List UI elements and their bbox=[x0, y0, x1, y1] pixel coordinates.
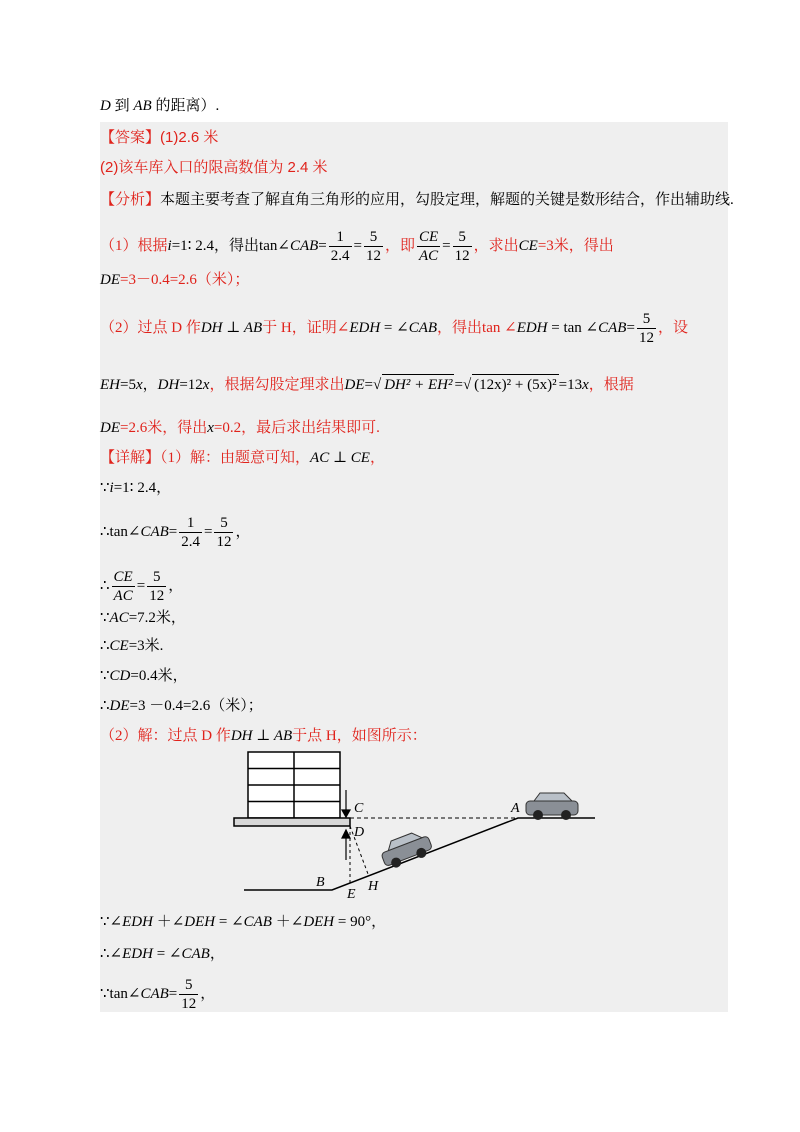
denominator: 12 bbox=[216, 534, 232, 550]
text: DEH bbox=[184, 914, 216, 930]
text: ，即 bbox=[384, 237, 415, 254]
text: CAB bbox=[408, 319, 438, 336]
text: CAB bbox=[243, 914, 272, 930]
fraction bbox=[112, 568, 135, 605]
detail-10 bbox=[100, 912, 386, 932]
text: （1）解：由题意可知， bbox=[160, 450, 311, 466]
fraction bbox=[329, 228, 352, 265]
text: =1∶ 2.4，得出tan∠ bbox=[171, 237, 290, 254]
text: =3米，得出 bbox=[537, 237, 614, 254]
text: x bbox=[202, 377, 210, 393]
text: = ∠ bbox=[152, 946, 182, 962]
text: EH bbox=[100, 377, 120, 393]
text: AB bbox=[133, 98, 152, 114]
numerator: CE bbox=[113, 569, 133, 585]
text: ， bbox=[200, 985, 216, 1002]
text: （2）过点 D 作 bbox=[100, 319, 201, 336]
label-c: C bbox=[354, 801, 364, 816]
text: = tan ∠ bbox=[547, 319, 599, 336]
text: DEH bbox=[303, 914, 335, 930]
text: EDH bbox=[122, 946, 153, 962]
text: （2）解：过点 D 作 bbox=[100, 728, 231, 744]
text: ∵ bbox=[100, 610, 110, 626]
text: i bbox=[167, 237, 172, 254]
text: 到 bbox=[110, 98, 134, 114]
text: CE bbox=[518, 237, 538, 254]
denominator: 2.4 bbox=[181, 534, 200, 550]
text: CE bbox=[109, 638, 129, 654]
car-top-icon bbox=[526, 793, 578, 820]
denominator: 12 bbox=[149, 588, 165, 604]
radicand: DH² + EH² bbox=[382, 374, 454, 395]
text: EDH bbox=[122, 914, 153, 930]
text: ，根据 bbox=[588, 377, 634, 393]
analysis-step-2 bbox=[100, 310, 688, 347]
text: ＋∠ bbox=[271, 914, 304, 930]
text: EDH bbox=[516, 319, 548, 336]
denominator: AC bbox=[113, 588, 133, 604]
text: ∵tan∠ bbox=[100, 985, 141, 1002]
text: = bbox=[318, 237, 327, 254]
text: 于点 H，如图所示： bbox=[292, 728, 427, 744]
label-d: D bbox=[354, 825, 365, 840]
text: ，根据勾股定理求出 bbox=[209, 377, 345, 393]
text: =3米. bbox=[128, 638, 164, 654]
text: EDH bbox=[349, 319, 381, 336]
fraction bbox=[179, 976, 198, 1013]
detail-3: ∴tan∠CAB= $\frac{1}{2.4}$ = $\frac{5}{12}$ ， bbox=[100, 515, 251, 550]
text: DE bbox=[100, 420, 120, 436]
analysis-text: 本题主要考查了解直角三角形的应用，勾股定理，解题的关键是数形结合，作出辅助线. bbox=[160, 192, 734, 208]
text: DH bbox=[157, 377, 180, 393]
text: DH ⊥ AB bbox=[230, 728, 293, 744]
text: DE bbox=[100, 272, 120, 288]
analysis-tag: 【分析】 bbox=[100, 192, 161, 208]
answer-tag: 【答案】 bbox=[100, 129, 161, 146]
denominator: 12 bbox=[638, 330, 654, 346]
text: ∴ bbox=[100, 577, 110, 594]
denominator: 12 bbox=[365, 248, 381, 264]
analysis-step-1: （1）根据i=1∶ 2.4，得出tan∠CAB= $\frac{1}{2.4}$ = $\frac{5}{12}$ ，即 $\frac{CE}{AC}$ = $\frac{5}{12}$ ，求出CE=3米，得出 bbox=[100, 229, 614, 264]
text: CAB bbox=[140, 985, 169, 1002]
numerator: 5 bbox=[147, 568, 166, 587]
analysis-step-4 bbox=[100, 418, 380, 438]
text: x bbox=[207, 420, 214, 436]
text: ∴∠ bbox=[100, 946, 123, 962]
text: ∴ bbox=[100, 698, 110, 714]
answer-1: (1)2.6 米 bbox=[160, 129, 219, 146]
fraction bbox=[364, 228, 383, 265]
text: = bbox=[626, 319, 635, 336]
building bbox=[248, 752, 340, 818]
numerator: 5 bbox=[364, 228, 383, 247]
text: AC ⊥ CE bbox=[310, 450, 370, 466]
detail-12 bbox=[100, 976, 215, 1013]
text: CAB bbox=[181, 946, 210, 962]
detail-7 bbox=[100, 666, 188, 686]
text: ， bbox=[235, 523, 251, 540]
text: ＋∠ bbox=[152, 914, 185, 930]
problem-tail-line bbox=[100, 96, 219, 116]
text: CD bbox=[109, 668, 131, 684]
text: =1∶ 2.4， bbox=[113, 480, 172, 496]
text: x bbox=[582, 377, 589, 393]
text: （1）根据 bbox=[100, 237, 168, 254]
detail-9 bbox=[100, 726, 427, 746]
fraction bbox=[214, 514, 233, 551]
denominator: AC bbox=[419, 248, 439, 264]
numerator: 1 bbox=[179, 514, 202, 533]
text: =3 －0.4=2.6（米）； bbox=[129, 698, 263, 714]
text: ， bbox=[209, 946, 225, 962]
text: =12 bbox=[179, 377, 203, 393]
fraction bbox=[147, 568, 166, 605]
text: =5 bbox=[120, 377, 136, 393]
text: ， bbox=[369, 450, 385, 466]
text: ，设 bbox=[657, 319, 688, 336]
denominator: 2.4 bbox=[330, 248, 350, 264]
analysis-intro bbox=[100, 190, 734, 210]
fraction bbox=[453, 228, 472, 265]
text: = bbox=[136, 577, 146, 594]
text: i bbox=[109, 480, 114, 496]
denominator: 12 bbox=[181, 996, 197, 1012]
text: ∵∠ bbox=[100, 914, 123, 930]
numerator: 5 bbox=[637, 310, 656, 329]
text: x bbox=[135, 377, 143, 393]
text: ，得出tan ∠ bbox=[437, 319, 517, 336]
text: =0.4米， bbox=[130, 668, 188, 684]
text: ，求出 bbox=[473, 237, 519, 254]
numerator: 1 bbox=[329, 228, 352, 247]
label-b: B bbox=[316, 875, 325, 890]
text: DE bbox=[344, 377, 365, 393]
text: AC bbox=[109, 610, 129, 626]
numerator: 5 bbox=[453, 228, 472, 247]
text: = bbox=[168, 523, 178, 540]
detail-2 bbox=[100, 478, 171, 498]
text: DH ⊥ AB bbox=[200, 319, 263, 336]
text: =0.2，最后求出结果即可. bbox=[213, 420, 380, 436]
car-ramp-icon bbox=[378, 828, 434, 871]
detail-1 bbox=[100, 448, 385, 468]
text: =13 bbox=[558, 377, 583, 393]
text: = ∠ bbox=[380, 319, 409, 336]
answer-2: (2)该车库入口的限高数值为 2.4 米 bbox=[100, 159, 328, 176]
fraction bbox=[637, 310, 656, 347]
text: 于 H，证明∠ bbox=[262, 319, 350, 336]
garage-diagram bbox=[230, 750, 610, 900]
numerator: CE bbox=[419, 229, 439, 245]
fraction bbox=[179, 514, 202, 551]
answer-line-1 bbox=[100, 128, 218, 148]
text: =3－0.4=2.6（米）； bbox=[120, 272, 250, 288]
text: =2.6米，得出 bbox=[120, 420, 208, 436]
text: ∵ bbox=[100, 668, 110, 684]
detail-8 bbox=[100, 696, 263, 716]
text: = bbox=[168, 985, 178, 1002]
text: CAB bbox=[289, 237, 319, 254]
canopy-slab bbox=[234, 818, 350, 826]
numerator: 5 bbox=[179, 976, 198, 995]
text: ∴ bbox=[100, 638, 110, 654]
text: CAB bbox=[140, 523, 169, 540]
text: =7.2米， bbox=[128, 610, 186, 626]
analysis-step-3: EH=5x，DH=12x，根据勾股定理求出DE=√ DH² + EH² =√ (12x)² + (5x)² =13x，根据 bbox=[100, 374, 634, 395]
text: = ∠ bbox=[215, 914, 244, 930]
answer-line-2 bbox=[100, 158, 328, 178]
denominator: 12 bbox=[454, 248, 470, 264]
label-h: H bbox=[368, 879, 379, 894]
text: ， bbox=[168, 577, 184, 594]
analysis-step-1b bbox=[100, 270, 249, 290]
label-e: E bbox=[347, 887, 356, 900]
detail-6 bbox=[100, 636, 163, 656]
text: ∵ bbox=[100, 480, 110, 496]
detail-11 bbox=[100, 944, 225, 964]
text: ∴tan∠ bbox=[100, 523, 141, 540]
detail-4 bbox=[100, 568, 183, 605]
text: ， bbox=[142, 377, 158, 393]
text: = 90°， bbox=[334, 914, 387, 930]
text: DE bbox=[109, 698, 130, 714]
text: D bbox=[100, 98, 111, 114]
text: CAB bbox=[598, 319, 627, 336]
numerator: 5 bbox=[214, 514, 233, 533]
detail-tag: 【详解】 bbox=[100, 450, 161, 466]
fraction bbox=[417, 228, 440, 265]
text: 的距离）. bbox=[151, 98, 220, 114]
label-a: A bbox=[511, 801, 520, 816]
text: = bbox=[454, 377, 463, 393]
radicand: (12x)² + (5x)² bbox=[472, 374, 558, 395]
detail-5 bbox=[100, 608, 186, 628]
text: = bbox=[364, 377, 373, 393]
